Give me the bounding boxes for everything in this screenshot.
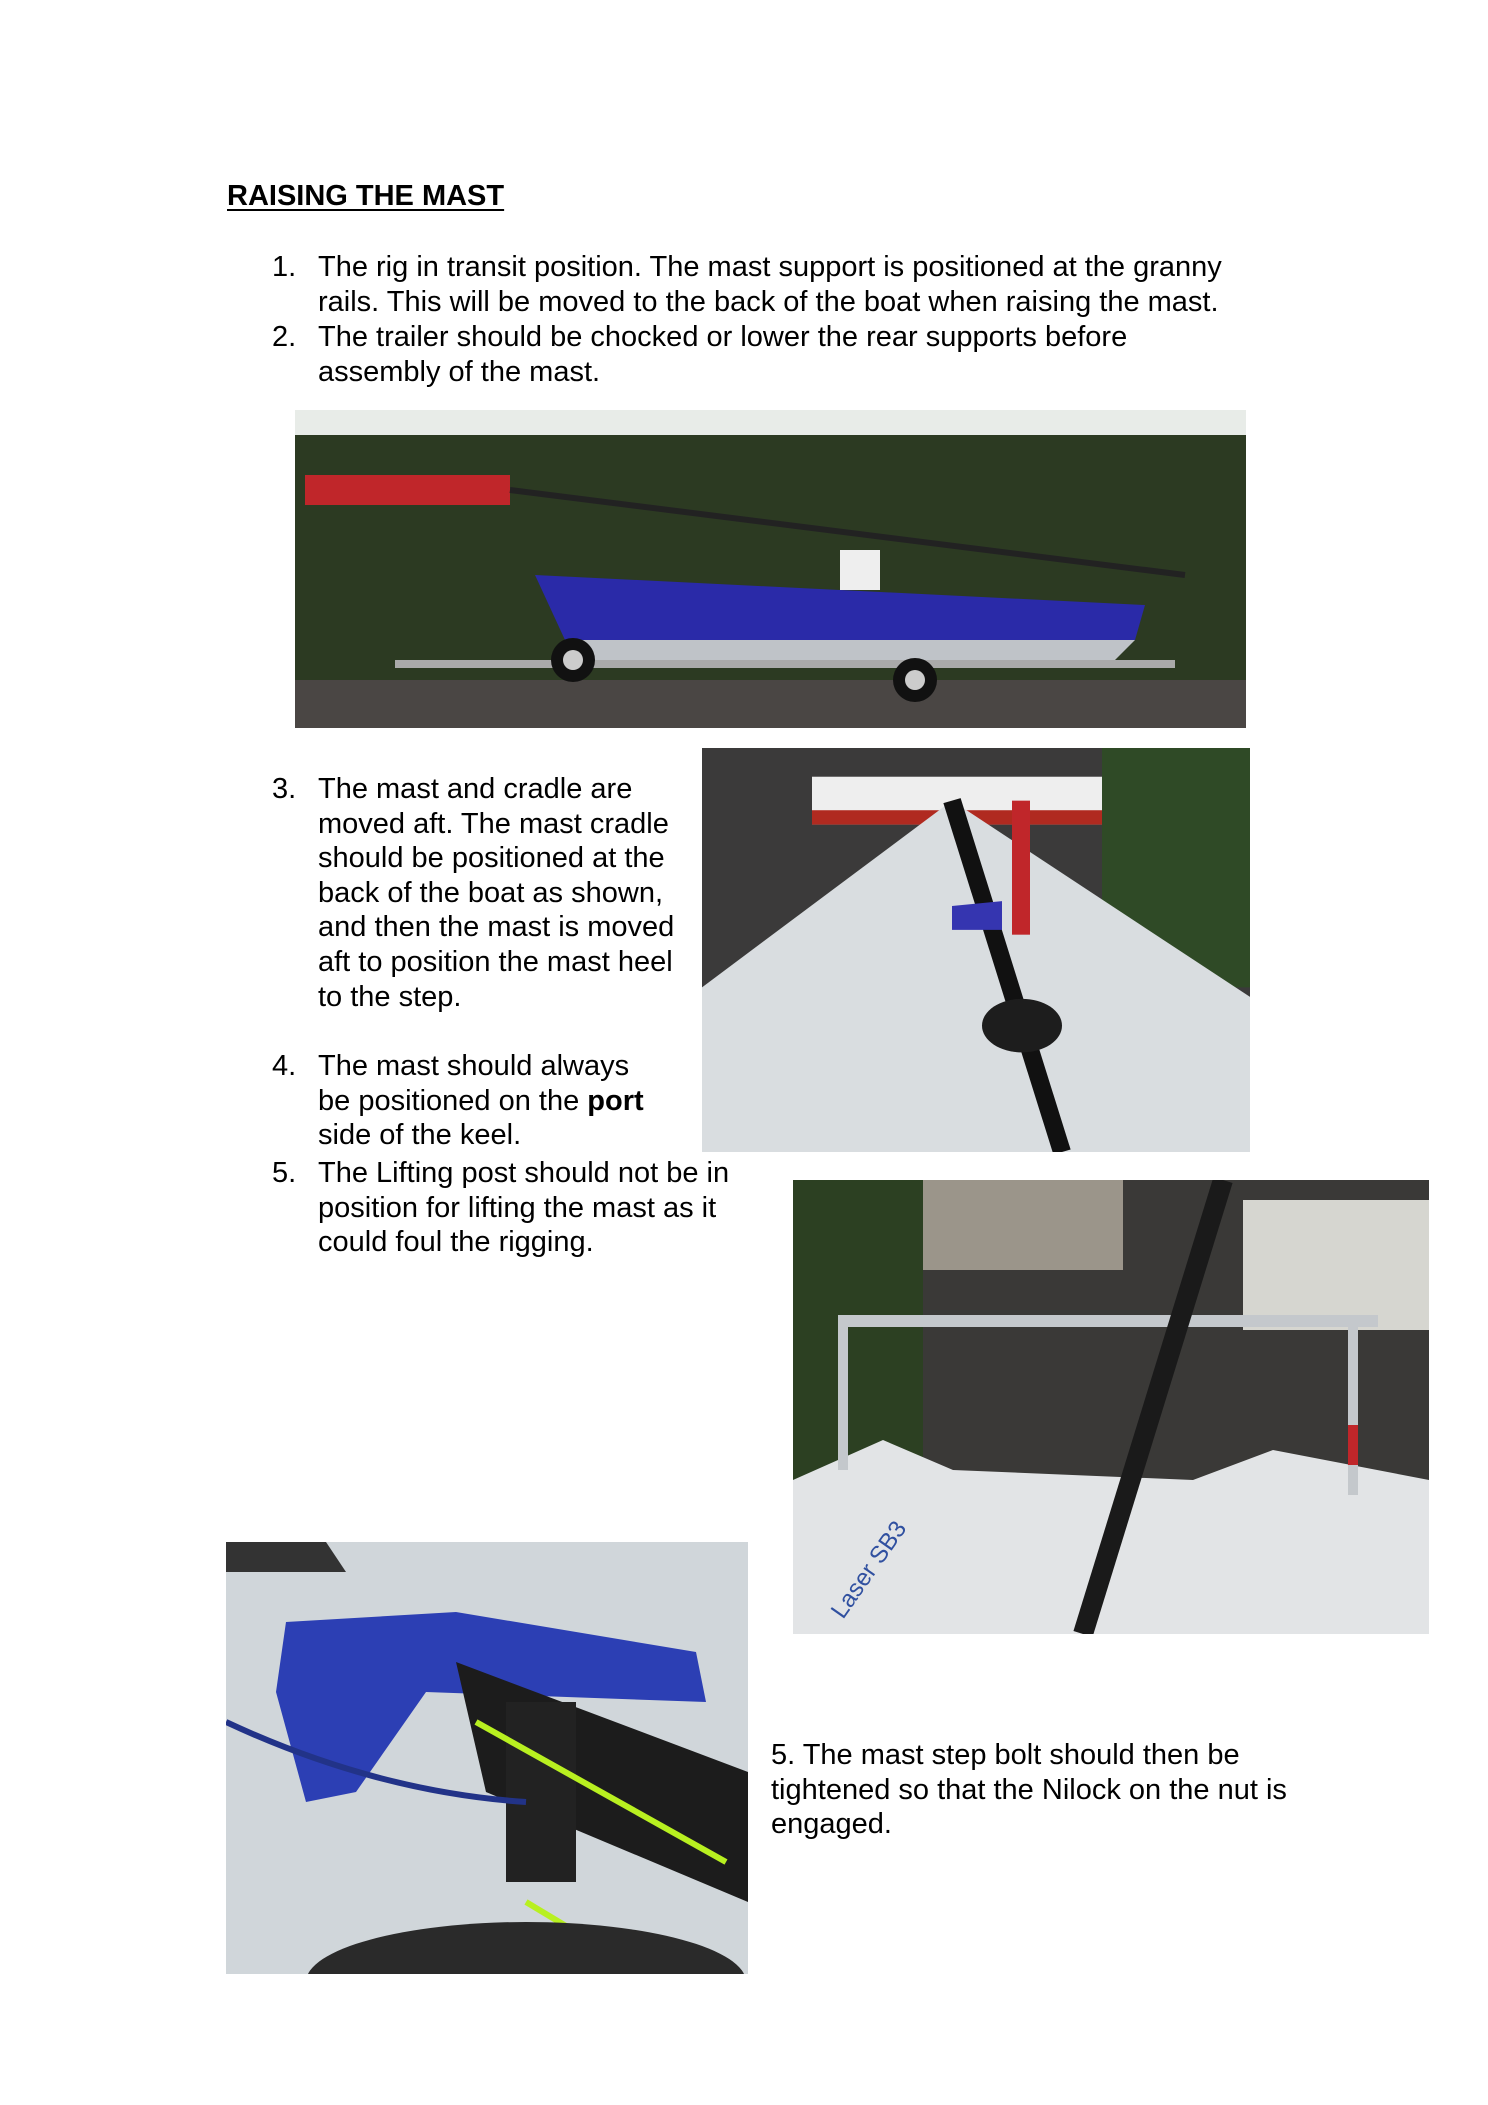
photo-mast-step-bolt xyxy=(226,1542,748,1974)
photo-label: Laser SB3 xyxy=(825,1516,913,1624)
item-text: The mast and cradle are moved aft. The mast cradle should be positioned at the back of the boat as shown, and then the mast is moved aft to position the mast heel to the step. xyxy=(318,773,675,1013)
text-part: The mast should always be positioned on the xyxy=(318,1050,630,1117)
photo-mast-cradle-aft xyxy=(702,748,1250,1152)
item-text: The Lifting post should not be in position for lifting the mast as it could foul the rigging. xyxy=(318,1157,730,1259)
photo-mast-support-transom xyxy=(793,1180,1429,1634)
bold-text: port xyxy=(587,1084,644,1117)
item-text: The trailer should be chocked or lower the rear supports before assembly of the mast. xyxy=(318,321,1128,388)
item-text xyxy=(318,1049,658,1153)
item-text: The rig in transit position. The mast support is positioned at the granny rails. This will be moved to the back of the boat when raising the mast. xyxy=(318,251,1222,318)
item-number: 4. xyxy=(272,1050,297,1082)
text-part: side of the keel. xyxy=(318,1119,522,1152)
item-number: 2. xyxy=(272,321,297,353)
bottom-step-text xyxy=(771,1738,1291,1842)
item-text: 5. The mast step bolt should then be tightened so that the Nilock on the nut is engaged. xyxy=(771,1739,1287,1841)
photo-boat-on-trailer xyxy=(295,410,1246,728)
page-title: RAISING THE MAST xyxy=(227,180,505,212)
item-number: 5. xyxy=(272,1157,297,1189)
item-number: 3. xyxy=(272,773,297,805)
item-number: 1. xyxy=(272,251,297,283)
